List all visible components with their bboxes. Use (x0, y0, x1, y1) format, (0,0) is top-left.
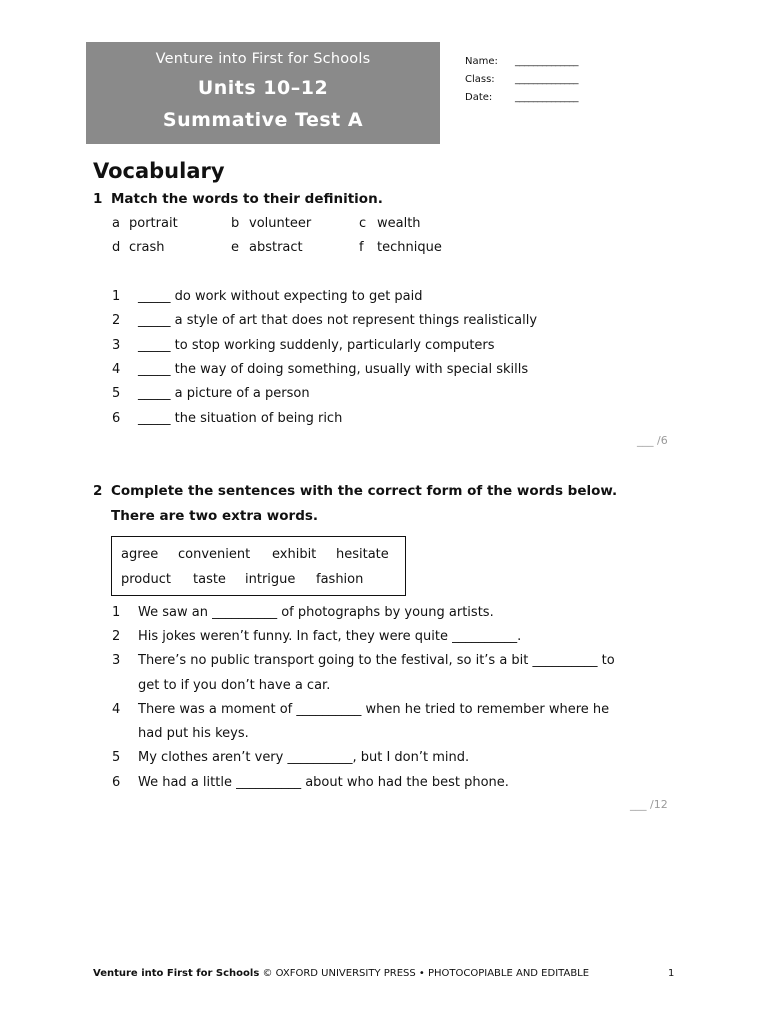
q1-option-word: abstract (249, 240, 303, 255)
test-title: Summative Test A (162, 109, 364, 131)
q2-item-number: 5 (112, 750, 121, 765)
box-word: convenient (178, 547, 251, 562)
units-title: Units 10–12 (197, 77, 329, 99)
q1-item-number: 1 (112, 289, 121, 304)
q1-item-text: _____ do work without expecting to get paid (138, 289, 423, 304)
q2-item-text: My clothes aren’t very __________, but I don’t mind. (138, 750, 470, 765)
q1-item-number: 3 (112, 338, 121, 353)
q2-item-number: 4 (112, 702, 121, 717)
q1-item-text: _____ to stop working suddenly, particularly computers (138, 338, 495, 353)
q1-number: 1 (93, 191, 103, 207)
q2-item-text-continued: had put his keys. (138, 726, 249, 741)
q1-option-word: volunteer (249, 216, 312, 231)
q2-item-text: There’s no public transport going to the festival, so it’s a bit __________ to (138, 653, 615, 668)
box-word: taste (193, 572, 226, 587)
series-title: Venture into First for Schools (155, 51, 371, 67)
name-field[interactable]: ______________ (515, 56, 578, 67)
q1-option-word: portrait (129, 216, 178, 231)
footer-copyright: © OXFORD UNIVERSITY PRESS • PHOTOCOPIABLE AND EDITABLE (262, 968, 590, 979)
class-label: Class: (465, 74, 495, 85)
section-title: Vocabulary (93, 159, 225, 183)
q1-item-number: 2 (112, 313, 121, 328)
title-banner (86, 42, 440, 144)
q2-number: 2 (93, 483, 103, 499)
q1-item-text: _____ the situation of being rich (138, 411, 343, 426)
q2-instruction: Complete the sentences with the correct form of the words below. (111, 483, 618, 499)
q2-item-text: We had a little __________ about who had the best phone. (138, 775, 509, 790)
q1-item-text: _____ a style of art that does not represent things realistically (138, 313, 538, 328)
q2-item-number: 3 (112, 653, 121, 668)
q1-item-text: _____ the way of doing something, usually with special skills (138, 362, 529, 377)
q1-item-number: 5 (112, 386, 121, 401)
q2-item-number: 6 (112, 775, 121, 790)
q2-item-number: 2 (112, 629, 121, 644)
q1-option-letter: a (112, 216, 120, 231)
box-word: agree (121, 547, 159, 562)
q1-item-text: _____ a picture of a person (138, 386, 310, 401)
box-word: exhibit (272, 547, 317, 562)
q1-item-number: 4 (112, 362, 121, 377)
q1-option-letter: f (359, 240, 364, 255)
q2-item-number: 1 (112, 605, 121, 620)
word-box (111, 536, 406, 596)
q1-option-word: crash (129, 240, 165, 255)
q1-option-letter: d (112, 240, 121, 255)
q1-option-word: wealth (377, 216, 421, 231)
box-word: hesitate (336, 547, 389, 562)
q2-item-text: We saw an __________ of photographs by young artists. (138, 605, 494, 620)
date-field[interactable]: ______________ (515, 92, 578, 103)
q1-instruction: Match the words to their definition. (111, 191, 383, 207)
q2-item-text: There was a moment of __________ when he tried to remember where he (138, 702, 610, 717)
box-word: fashion (316, 572, 364, 587)
footer (93, 968, 589, 979)
box-word: intrigue (245, 572, 296, 587)
class-field[interactable]: ______________ (515, 74, 578, 85)
q2-score: ___ /12 (630, 798, 668, 811)
q2-instruction: There are two extra words. (111, 508, 319, 524)
q1-option-letter: b (231, 216, 240, 231)
q2-item-text-continued: get to if you don’t have a car. (138, 678, 331, 693)
date-label: Date: (465, 92, 493, 103)
box-word: product (121, 572, 172, 587)
q1-item-number: 6 (112, 411, 121, 426)
q1-score: ___ /6 (637, 434, 668, 447)
name-label: Name: (465, 56, 498, 67)
q1-option-word: technique (377, 240, 442, 255)
footer-title: Venture into First for Schools (93, 968, 260, 979)
q2-item-text: His jokes weren’t funny. In fact, they were quite __________. (138, 629, 522, 644)
q1-option-letter: c (359, 216, 367, 231)
q1-option-letter: e (231, 240, 239, 255)
page-number: 1 (668, 968, 675, 979)
